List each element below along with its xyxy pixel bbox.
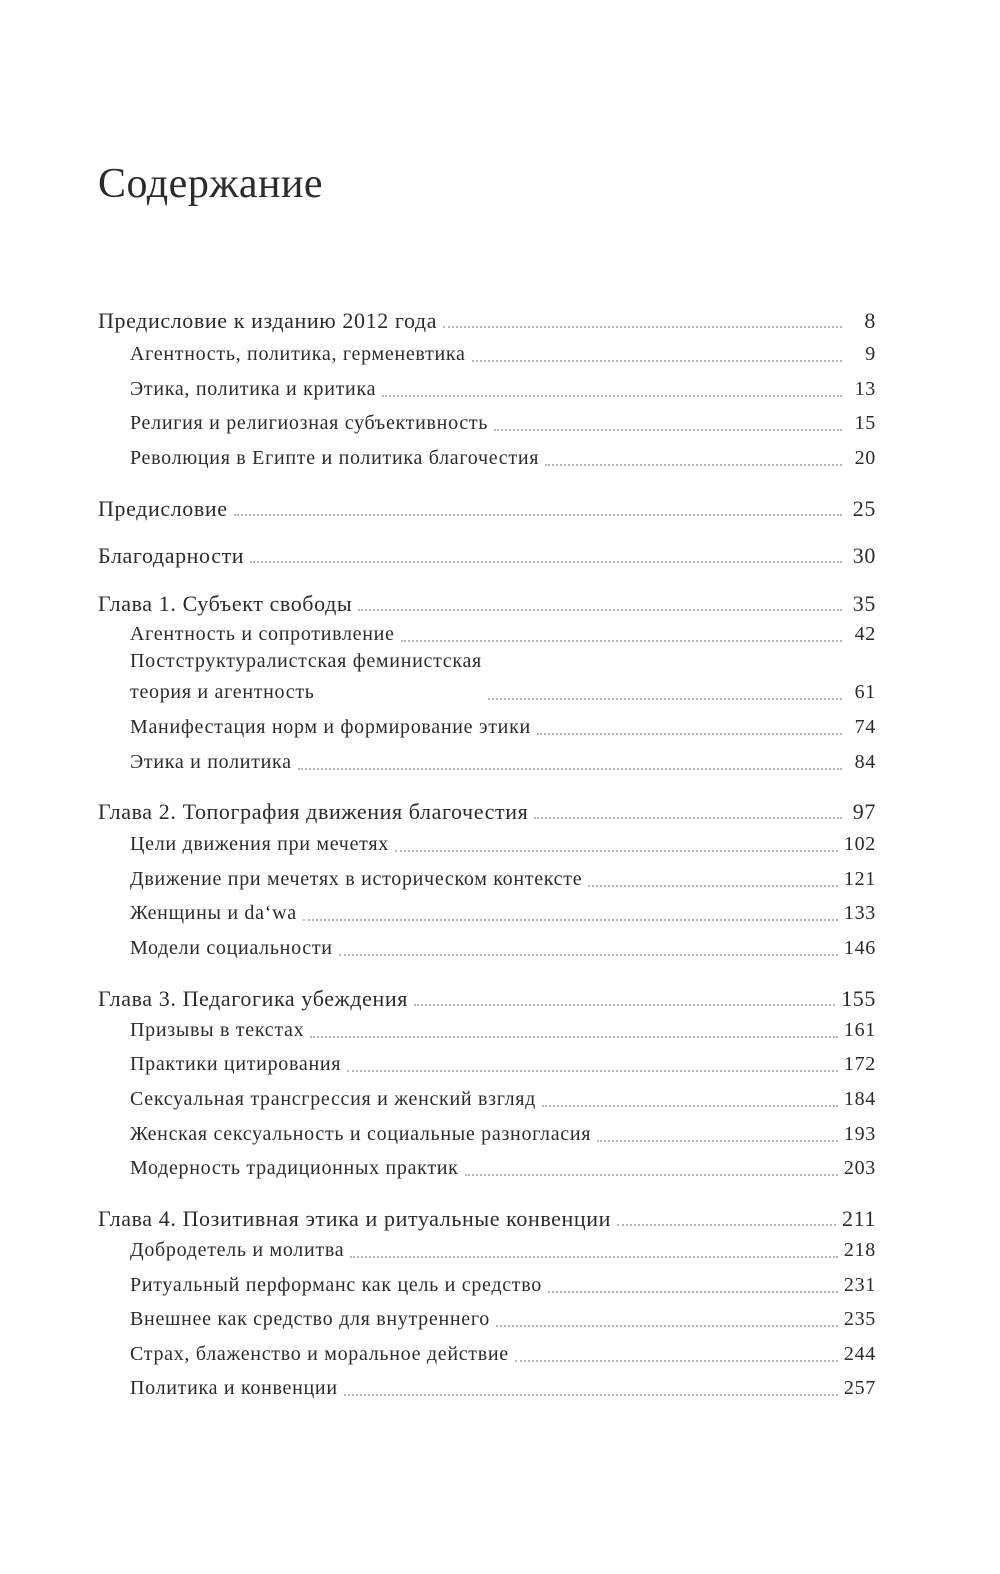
toc-entry-label: Добродетель и молитва xyxy=(130,1239,345,1261)
toc-page-number: 133 xyxy=(843,902,876,924)
dot-leader xyxy=(339,954,838,956)
toc-chapter xyxy=(98,1204,876,1234)
toc-page-number: 35 xyxy=(852,591,876,616)
dot-leader xyxy=(537,733,842,735)
dot-leader xyxy=(496,1325,838,1327)
toc-page-number: 8 xyxy=(864,308,876,333)
dot-leader xyxy=(234,514,842,516)
toc-entry-label: Этика и политика xyxy=(130,751,292,773)
dot-leader xyxy=(310,1036,838,1038)
toc-entry-label: Модели социальности xyxy=(130,937,333,959)
toc-page-number: 244 xyxy=(843,1343,876,1365)
toc-page-number: 61 xyxy=(854,681,876,703)
toc-subsection xyxy=(130,1374,876,1404)
toc-entry-label: Агентность, политика, герменевтика xyxy=(130,343,466,365)
dot-leader xyxy=(395,850,838,852)
toc-subsection xyxy=(130,1050,876,1080)
toc-subsection xyxy=(130,375,876,405)
dot-leader xyxy=(465,1174,838,1176)
toc-page-number: 15 xyxy=(854,412,876,434)
toc-entry-label: Сексуальная трансгрессия и женский взгляд xyxy=(130,1088,537,1110)
toc-entry-label: Внешнее как средство для внутреннего xyxy=(130,1308,490,1330)
dot-leader xyxy=(250,561,842,563)
toc-page-number: 235 xyxy=(843,1308,876,1330)
toc-page-number: 155 xyxy=(841,986,876,1011)
toc-page-number: 42 xyxy=(854,623,876,645)
toc-page-number: 25 xyxy=(852,496,876,521)
dot-leader xyxy=(344,1394,838,1396)
toc-entry-label: Ритуальный перформанс как цель и средство xyxy=(130,1274,542,1296)
dot-leader xyxy=(303,919,838,921)
toc-subsection xyxy=(130,748,876,778)
dot-leader xyxy=(298,768,842,770)
dot-leader xyxy=(443,326,842,328)
dot-leader xyxy=(414,1004,835,1006)
toc-subsection xyxy=(130,899,876,929)
toc-page-number: 257 xyxy=(843,1377,876,1399)
toc-subsection xyxy=(130,1236,876,1266)
toc-subsection xyxy=(130,1016,876,1046)
toc-page-number: 20 xyxy=(854,447,876,469)
toc-entry-label: Движение при мечетях в историческом контексте xyxy=(130,868,583,890)
toc-subsection xyxy=(130,646,876,708)
toc-section xyxy=(98,306,876,336)
dot-leader xyxy=(534,817,842,819)
toc-chapter xyxy=(98,984,876,1014)
toc-entry-label: Глава 4. Позитивная этика и ритуальные конвенции xyxy=(98,1206,612,1231)
toc-entry-label: Предисловие к изданию 2012 года xyxy=(98,308,438,333)
toc-entry-label: Постструктуралистская феминистская теория и агентность xyxy=(130,650,482,703)
toc-entry-label: Религия и религиозная субъективность xyxy=(130,412,489,434)
dot-leader xyxy=(597,1140,838,1142)
dot-leader xyxy=(401,640,842,642)
dot-leader xyxy=(548,1291,838,1293)
toc-page-number: 74 xyxy=(854,716,876,738)
toc-page-number: 193 xyxy=(843,1123,876,1145)
toc-subsection xyxy=(130,1305,876,1335)
toc-subsection xyxy=(130,865,876,895)
toc-subsection xyxy=(130,1271,876,1301)
dot-leader xyxy=(588,885,838,887)
toc-subsection xyxy=(130,1154,876,1184)
toc-subsection xyxy=(130,713,876,743)
toc-subsection xyxy=(130,830,876,860)
toc-entry-label: Манифестация норм и формирование этики xyxy=(130,716,531,738)
dot-leader xyxy=(545,464,842,466)
toc-page-number: 13 xyxy=(854,378,876,400)
toc-entry-label: Этика, политика и критика xyxy=(130,378,377,400)
toc-subsection xyxy=(130,1085,876,1115)
toc-page-number: 218 xyxy=(843,1239,876,1261)
toc-entry-label: Благодарности xyxy=(98,543,245,568)
toc-entry-label: Глава 3. Педагогика убеждения xyxy=(98,986,408,1011)
toc-section xyxy=(98,541,876,571)
toc-entry-label: Модерность традиционных практик xyxy=(130,1157,459,1179)
toc-entry-label: Призывы в текстах xyxy=(130,1019,305,1041)
toc-entry-label: Женская сексуальность и социальные разногласия xyxy=(130,1123,592,1145)
toc-page-number: 97 xyxy=(852,799,876,824)
toc-entry-label: Женщины и daʻwa xyxy=(130,902,297,924)
toc-entry-label: Глава 2. Топография движения благочестия xyxy=(98,799,529,824)
dot-leader xyxy=(617,1224,836,1226)
dot-leader xyxy=(542,1105,838,1107)
toc-page-number: 102 xyxy=(843,833,876,855)
dot-leader xyxy=(494,429,842,431)
toc-subsection xyxy=(130,444,876,474)
toc-page-number: 231 xyxy=(843,1274,876,1296)
dot-leader xyxy=(358,609,842,611)
toc-page-number: 121 xyxy=(843,868,876,890)
dot-leader xyxy=(472,360,842,362)
toc-page-number: 184 xyxy=(843,1088,876,1110)
toc-entry-label: Агентность и сопротивление xyxy=(130,623,395,645)
toc-page-number: 146 xyxy=(843,937,876,959)
toc-chapter xyxy=(98,797,876,827)
dot-leader xyxy=(382,395,842,397)
toc-entry-label: Предисловие xyxy=(98,496,228,521)
toc-entry-label: Практики цитирования xyxy=(130,1053,342,1075)
toc-subsection xyxy=(130,1120,876,1150)
toc-entry-label: Глава 1. Субъект свободы xyxy=(98,591,353,616)
toc-page-number: 203 xyxy=(843,1157,876,1179)
toc-page-number: 211 xyxy=(842,1206,876,1231)
dot-leader xyxy=(515,1360,838,1362)
toc-entry-label: Революция в Египте и политика благочестия xyxy=(130,447,540,469)
toc-page-number: 9 xyxy=(865,343,876,365)
toc-entry-label: Цели движения при мечетях xyxy=(130,833,389,855)
dot-leader xyxy=(350,1256,838,1258)
toc-entry-label: Страх, блаженство и моральное действие xyxy=(130,1343,509,1365)
toc-chapter xyxy=(98,589,876,619)
toc-entry-label: Политика и конвенции xyxy=(130,1377,338,1399)
toc-page-number: 30 xyxy=(852,543,876,568)
toc-page-number: 161 xyxy=(843,1019,876,1041)
toc-page-number: 84 xyxy=(854,751,876,773)
dot-leader xyxy=(347,1070,838,1072)
dot-leader xyxy=(488,698,842,700)
toc-subsection xyxy=(130,409,876,439)
toc-subsection xyxy=(130,340,876,370)
page-title: Содержание xyxy=(98,161,324,207)
toc-subsection xyxy=(130,934,876,964)
toc-subsection xyxy=(130,1340,876,1370)
toc-page-number: 172 xyxy=(843,1053,876,1075)
toc-section xyxy=(98,494,876,524)
